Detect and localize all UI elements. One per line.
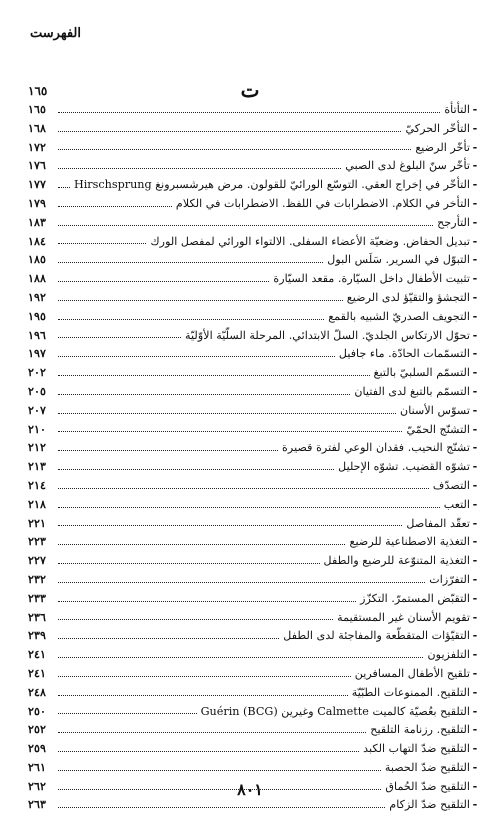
bullet-dash-icon: - <box>472 797 478 812</box>
bullet-dash-icon: - <box>472 553 478 568</box>
dot-leader <box>58 281 269 282</box>
toc-entry-page: ٢١٢ <box>28 440 47 455</box>
toc-entry <box>28 175 480 194</box>
toc-entry-title: التبوّل في السرير. سَلَس البول <box>327 253 470 267</box>
toc-entry-title: التعب <box>443 497 470 511</box>
toc-entry <box>28 626 480 645</box>
bullet-dash-icon: - <box>472 609 478 624</box>
dot-leader <box>58 149 411 150</box>
toc-entry-page: ٢٢٣ <box>28 534 47 549</box>
dot-leader <box>58 732 366 733</box>
dot-leader <box>58 770 381 771</box>
bullet-dash-icon: - <box>472 102 478 116</box>
toc-entry-title: تحوّل الارتكاس الجلديّ. السلّ الابتدائي. المرحلة السلّيّة الأوّليّة <box>185 328 470 342</box>
toc-entry-page: ٢١٨ <box>28 496 47 511</box>
toc-entry-title: التلقيح ضدّ الحُماق <box>385 779 470 793</box>
toc-entry-title: تأخّر سنّ البلوغ لدى الصبي <box>345 159 470 173</box>
dot-leader <box>58 187 70 188</box>
bullet-dash-icon: - <box>472 139 478 154</box>
toc-entry-title: تثبيت الأطفال داخل السيّارة. مقعد السيّارة <box>273 272 470 286</box>
toc-entry-page: ٢٥٢ <box>28 722 47 737</box>
toc-entry-page: ٢٦٣ <box>28 797 47 812</box>
toc-entry-page: ١٨٨ <box>28 271 47 286</box>
toc-entry <box>28 702 480 721</box>
toc-entry <box>28 269 480 288</box>
bullet-dash-icon: - <box>472 214 478 229</box>
toc-entry <box>28 683 480 702</box>
bullet-dash-icon: - <box>472 402 478 417</box>
toc-entry-page: ١٨٣ <box>28 214 47 229</box>
bullet-dash-icon: - <box>472 346 478 361</box>
bullet-dash-icon: - <box>472 477 478 492</box>
toc-entry-page: ٢٠٢ <box>28 365 47 380</box>
toc-entry <box>28 758 480 777</box>
toc-entry-title: التلفزيون <box>427 648 470 662</box>
toc-entry-page: ٢٥٩ <box>28 741 47 756</box>
dot-leader <box>58 394 350 395</box>
toc-entry-title: التسمّمات الحادّة. ماء جافيل <box>338 347 470 361</box>
bullet-dash-icon: - <box>472 289 478 304</box>
toc-entry-title: التجشؤ والتقيّؤ لدى الرضيع <box>346 290 470 304</box>
footer-page-number: ٨٠١ <box>237 780 263 799</box>
toc-entry <box>28 344 480 363</box>
bullet-dash-icon: - <box>472 195 478 210</box>
dot-leader <box>58 657 423 658</box>
toc-entry <box>28 288 480 307</box>
toc-entry-page: ٢٠٧ <box>28 402 47 417</box>
toc-entry-title: التغذية المتنوّعة للرضيع والطفل <box>323 554 470 568</box>
toc-entry <box>28 532 480 551</box>
toc-entry <box>28 307 480 326</box>
toc-entry <box>28 495 480 514</box>
toc-entry-page: ١٨٥ <box>28 252 47 267</box>
toc-entry-page: ٢٢٧ <box>28 553 47 568</box>
dot-leader <box>58 469 334 470</box>
toc-entry-title: تعقّد المفاصل <box>406 516 470 530</box>
toc-entry-page: ١٧٧ <box>28 177 47 192</box>
toc-entry <box>28 438 480 457</box>
dot-leader <box>58 582 425 583</box>
toc-entry <box>28 382 480 401</box>
toc-entry-page: ٢٣٣ <box>28 590 47 605</box>
bullet-dash-icon: - <box>472 271 478 286</box>
toc-entry-page: ١٩٧ <box>28 346 47 361</box>
bullet-dash-icon: - <box>472 534 478 549</box>
dot-leader <box>58 450 278 451</box>
toc-entry-title: التسمّم السلبيّ بالتبغ <box>373 366 470 380</box>
toc-entry-page: ١٨٤ <box>28 233 47 248</box>
toc-entry-title: تشوّه القضيب. تشوّه الإحليل <box>338 460 470 474</box>
toc-entry-title: التأخّر في إخراج العقي. التوسّع الورائيّ للقولون. مرض هيرشسبرونغ Hirschsprung <box>73 178 470 192</box>
dot-leader <box>58 431 402 432</box>
toc-entry-page: ٢٣٢ <box>28 571 47 586</box>
bullet-dash-icon: - <box>472 628 478 643</box>
toc-entry-title: التلقيح ضدّ الزكام <box>389 798 470 812</box>
dot-leader <box>58 300 343 301</box>
dot-leader <box>58 262 323 263</box>
toc-entry-page: ١٧٦ <box>28 158 47 173</box>
toc-entry-title: التسمّم بالتبغ لدى الفتيان <box>354 384 470 398</box>
dot-leader <box>58 319 324 320</box>
toc-entry-title: تبديل الحفاض. وضعيّة الأعضاء السفلى. الالتواء الورائي لمفصل الورك <box>150 234 470 248</box>
bullet-dash-icon: - <box>472 308 478 323</box>
toc-entry <box>28 645 480 664</box>
bullet-dash-icon: - <box>472 440 478 455</box>
dot-leader <box>58 525 402 526</box>
dot-leader <box>58 751 359 752</box>
bullet-dash-icon: - <box>472 571 478 586</box>
toc-entry-title: التقبّض المستمرّ. التكزّز <box>360 591 470 605</box>
bullet-dash-icon: - <box>472 158 478 173</box>
toc-entry-page: ١٦٥ <box>28 102 47 116</box>
dot-leader <box>58 337 181 338</box>
bullet-dash-icon: - <box>472 233 478 248</box>
dot-leader <box>58 713 197 714</box>
dot-leader <box>58 695 348 696</box>
toc-entry-title: التغذية الاصطناعية للرضيع <box>349 535 470 549</box>
dot-leader <box>58 413 396 414</box>
toc-entry <box>28 420 480 439</box>
toc-entry <box>28 250 480 269</box>
toc-entry-title: التقيّؤات المتقطّعة والمفاجئة لدى الطفل <box>283 629 470 643</box>
dot-leader <box>58 206 172 207</box>
toc-entry <box>28 589 480 608</box>
bullet-dash-icon: - <box>472 177 478 192</box>
dot-leader <box>58 375 370 376</box>
toc-entry-title: التصدّف <box>432 478 470 492</box>
bullet-dash-icon: - <box>472 741 478 756</box>
toc-entry <box>28 476 480 495</box>
toc-entry-page: ١٧٩ <box>28 195 47 210</box>
bullet-dash-icon: - <box>472 722 478 737</box>
toc-entry-title: تأخّر الرضيع <box>415 140 470 154</box>
toc-entry <box>28 138 480 157</box>
toc-entry-title: التأخر في الكلام. الاضطرابات في اللفظ. الاضطرابات في الكلام <box>175 196 470 210</box>
section-letter: ت <box>240 78 260 102</box>
bullet-dash-icon: - <box>472 703 478 718</box>
toc-entry-page: ١٦٨ <box>28 120 47 135</box>
dot-leader <box>58 619 333 620</box>
toc-entry-page: ١٩٦ <box>28 327 47 342</box>
toc-entry <box>28 326 480 345</box>
toc-entry <box>28 156 480 175</box>
dot-leader <box>58 131 401 132</box>
toc-entry-page: ٢١٣ <box>28 459 47 474</box>
bullet-dash-icon: - <box>472 496 478 511</box>
bullet-dash-icon: - <box>472 647 478 662</box>
toc-entry <box>28 457 480 476</box>
toc-entry-title: التلقيح. الممنوعات الطبّيّة <box>351 685 470 699</box>
toc-entry <box>28 194 480 213</box>
toc-entry <box>28 514 480 533</box>
section-page-number: ١٦٥ <box>28 84 48 98</box>
toc-entry-page: ٢٠٥ <box>28 383 47 398</box>
toc-entry-title: تلقيح الأطفال المسافرين <box>354 666 470 680</box>
toc-entry-page: ٢٤١ <box>28 665 47 680</box>
dot-leader <box>58 676 351 677</box>
toc-entry-page: ٢١٤ <box>28 477 47 492</box>
toc-entry-page: ٢٦١ <box>28 759 47 774</box>
bullet-dash-icon: - <box>472 590 478 605</box>
toc-entry-page: ١٩٢ <box>28 289 47 304</box>
bullet-dash-icon: - <box>472 684 478 699</box>
toc-entry-title: التأخّر الحركيّ <box>405 121 470 135</box>
toc-entry <box>28 213 480 232</box>
dot-leader <box>58 168 341 169</box>
dot-leader <box>58 243 146 244</box>
bullet-dash-icon: - <box>472 665 478 680</box>
toc-entry <box>28 570 480 589</box>
toc-entry-page: ٢٤٨ <box>28 684 47 699</box>
toc-entry-title: تسوّس الأسنان <box>400 403 470 417</box>
toc-entry <box>28 119 480 138</box>
toc-entry-title: التلقيح. رزنامة التلقيح <box>370 723 470 737</box>
dot-leader <box>58 563 320 564</box>
toc-entry-title: التفرّزات <box>429 572 470 586</box>
toc-entry <box>28 720 480 739</box>
dot-leader <box>58 225 433 226</box>
toc-entry-page: ١٧٢ <box>28 139 47 154</box>
toc-entry <box>28 100 480 119</box>
toc-entry <box>28 401 480 420</box>
bullet-dash-icon: - <box>472 515 478 530</box>
toc-entry-title: التجويف الصدريّ الشبيه بالقمع <box>328 309 470 323</box>
toc-entry <box>28 551 480 570</box>
toc-entry-title: التلقيح ضدّ التهاب الكبد <box>363 742 470 756</box>
bullet-dash-icon: - <box>472 365 478 380</box>
toc-entry-page: ٢٥٠ <box>28 703 47 718</box>
bullet-dash-icon: - <box>472 421 478 436</box>
bullet-dash-icon: - <box>472 120 478 135</box>
bullet-dash-icon: - <box>472 459 478 474</box>
toc-entry-title: التأتأة <box>444 103 470 116</box>
toc-entry-title: تقويم الأسنان غير المستقيمة <box>337 610 470 624</box>
toc-entry <box>28 363 480 382</box>
dot-leader <box>58 544 345 545</box>
bullet-dash-icon: - <box>472 759 478 774</box>
dot-leader <box>58 488 429 489</box>
toc-entry <box>28 232 480 251</box>
toc-entry-page: ٢٦٢ <box>28 778 47 793</box>
dot-leader <box>58 638 279 639</box>
toc-entry <box>28 739 480 758</box>
dot-leader <box>58 112 440 113</box>
toc-entry-page: ٢٢١ <box>28 515 47 530</box>
dot-leader <box>58 807 385 808</box>
toc-entry-title: التأرجح <box>437 215 470 229</box>
toc-entry-page: ٢١٠ <box>28 421 47 436</box>
toc-entry-title: التلقيح ضدّ الحصبة <box>384 760 470 774</box>
dot-leader <box>58 356 335 357</box>
toc-entry-title: التشنّج الحمّيّ <box>406 422 470 436</box>
dot-leader <box>58 601 356 602</box>
bullet-dash-icon: - <box>472 327 478 342</box>
bullet-dash-icon: - <box>472 252 478 267</box>
table-of-contents <box>28 100 480 814</box>
toc-entry <box>28 608 480 627</box>
toc-entry-page: ٢٣٩ <box>28 628 47 643</box>
toc-entry <box>28 664 480 683</box>
toc-entry-title: التلقيح بعُصيّة كالميت Calmette وغيرين Guérin (BCG) <box>200 704 470 718</box>
page-header-title: الفهرست <box>30 26 81 41</box>
bullet-dash-icon: - <box>472 383 478 398</box>
bullet-dash-icon: - <box>472 778 478 793</box>
toc-entry-title: تشنّج النحيب. فقدان الوعي لفترة قصيرة <box>282 441 470 455</box>
toc-entry-page: ١٩٥ <box>28 308 47 323</box>
toc-entry-page: ٢٣٦ <box>28 609 47 624</box>
dot-leader <box>58 507 440 508</box>
toc-entry-page: ٢٤١ <box>28 647 47 662</box>
